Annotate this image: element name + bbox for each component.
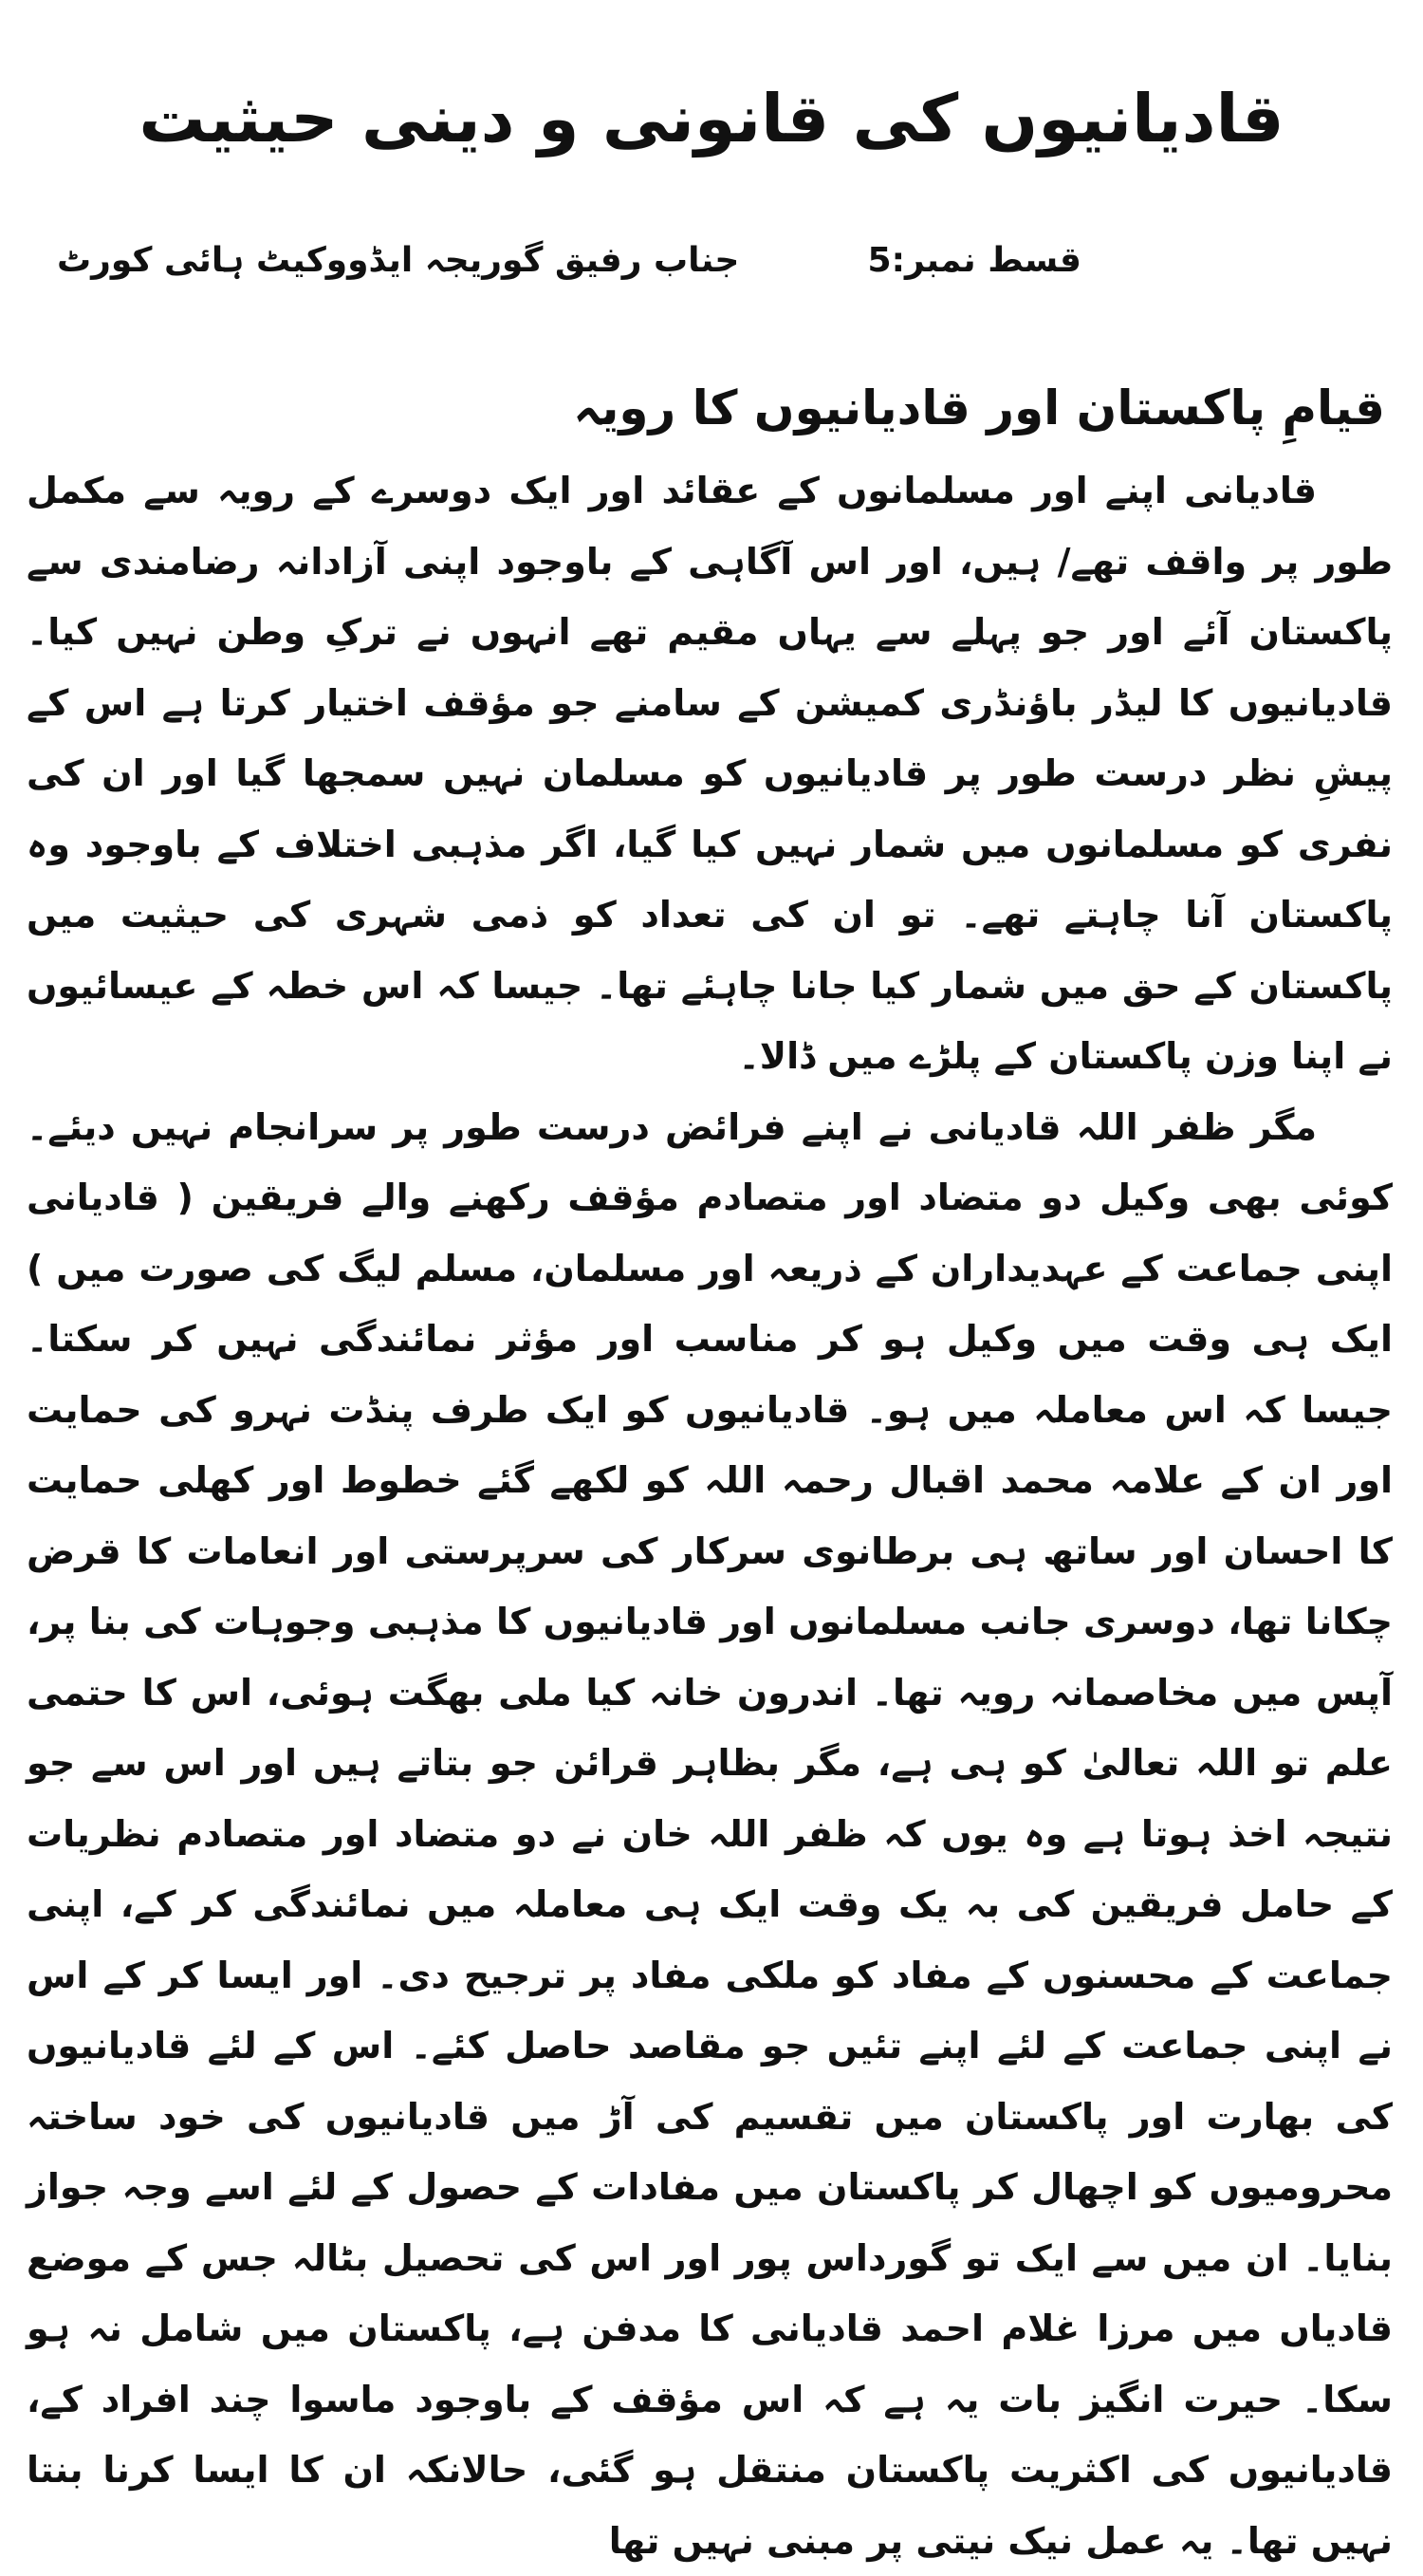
article-body: [27, 455, 1393, 2576]
byline: [57, 232, 1366, 289]
paragraph-1: قادیانی اپنے اور مسلمانوں کے عقائد اور ایک دوسرے کے رویہ سے مکمل طور پر واقف تھے/ ہیں، اور اس آگاہی کے باوجود اپنی آزادانہ رضامندی سے پاکستان آئے اور جو پہلے سے یہاں مقیم تھے انہوں نے ترکِ وطن نہیں کیا۔ قادیانیوں کا لیڈر باؤنڈری کمیشن کے سامنے جو مؤقف اختیار کرتا ہے اس کے پیشِ نظر درست طور پر قادیانیوں کو مسلمان نہیں سمجھا گیا اور ان کی نفری کو مسلمانوں میں شمار نہیں کیا گیا، اگر مذہبی اختلاف کے باوجود وہ پاکستان آنا چاہتے تھے۔ تو ان کی تعداد کو ذمی شہری کی حیثیت میں پاکستان کے حق میں شمار کیا جانا چاہئے تھا۔ جیسا کہ اس خطہ کے عیسائیوں نے اپنا وزن پاکستان کے پلڑے میں ڈالا۔: [27, 455, 1393, 1092]
article-title: قادیانیوں کی قانونی و دینی حیثیت: [0, 66, 1423, 171]
paragraph-2: مگر ظفر اللہ قادیانی نے اپنے فرائض درست طور پر سرانجام نہیں دیئے۔ کوئی بھی وکیل دو متضاد اور متصادم مؤقف رکھنے والے فریقین ( قادیانی اپنی جماعت کے عہدیداران کے ذریعہ اور مسلمان، مسلم لیگ کی صورت میں ) ایک ہی وقت میں وکیل ہو کر مناسب اور مؤثر نمائندگی نہیں کر سکتا۔ جیسا کہ اس معاملہ میں ہو۔ قادیانیوں کو ایک طرف پنڈت نہرو کی حمایت اور ان کے علامہ محمد اقبال رحمہ اللہ کو لکھے گئے خطوط اور کھلی حمایت کا احسان اور ساتھ ہی برطانوی سرکار کی سرپرستی اور انعامات کا قرض چکانا تھا، دوسری جانب مسلمانوں اور قادیانیوں کا مذہبی وجوہات کی بنا پر، آپس میں مخاصمانہ رویہ تھا۔ اندرون خانہ کیا ملی بھگت ہوئی، اس کا حتمی علم تو اللہ تعالیٰ کو ہی ہے، مگر بظاہر قرائن جو بتاتے ہیں اور اس سے جو نتیجہ اخذ ہوتا ہے وہ یوں کہ ظفر اللہ خان نے دو متضاد اور متصادم نظریات کے حامل فریقین کی بہ یک وقت ایک ہی معاملہ میں نمائندگی کر کے، اپنی جماعت کے محسنوں کے مفاد کو ملکی مفاد پر ترجیح دی۔ اور ایسا کر کے اس نے اپنی جماعت کے لئے اپنے تئیں جو مقاصد حاصل کئے۔ اس کے لئے قادیانیوں کی بھارت اور پاکستان میں تقسیم کی آڑ میں قادیانیوں کی خود ساختہ محرومیوں کو اچھال کر پاکستان میں مفادات کے حصول کے لئے اسے وجہ جواز بنایا۔ ان میں سے ایک تو گورداس پور اور اس کی تحصیل بٹالہ جس کے موضع قادیاں میں مرزا غلام احمد قادیانی کا مدفن ہے، پاکستان میں شامل نہ ہو سکا۔ حیرت انگیز بات یہ ہے کہ اس مؤقف کے باوجود ماسوا چند افراد کے، قادیانیوں کی اکثریت پاکستان منتقل ہو گئی، حالانکہ ان کا ایسا کرنا بنتا نہیں تھا۔ یہ عمل نیک نیتی پر مبنی نہیں تھا: [27, 1092, 1393, 2576]
episode-number: قسط نمبر:5: [868, 232, 1082, 289]
author-name: جناب رفیق گوریجہ ایڈووکیٹ ہائی کورٹ: [57, 232, 739, 289]
section-heading: قیامِ پاکستان اور قادیانیوں کا رویہ: [38, 375, 1385, 441]
